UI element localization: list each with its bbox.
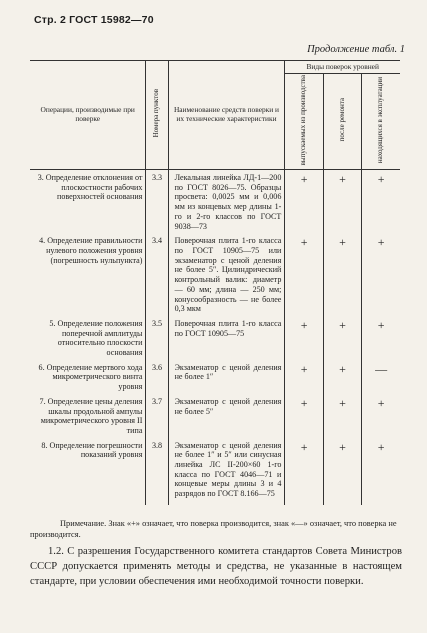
mark-released: + [285,170,323,234]
mark-in-use: + [362,394,400,438]
means-cell: Экзаменатор с ценой деления не более 1″ и 5″ или синусная линейка ЛС II-200×60 1-го класса по ГОСТ 4046—71 и концевые меры длины 3 и 4 разрядов по ГОСТ 8.166—75 [168,438,285,505]
operation-cell: 8. Определение погрешности показаний уровня [30,438,146,505]
header-released [285,74,323,170]
header-operations: Операции, производимые при поверке [30,61,146,170]
header-after-repair-text: после ремонта [337,98,346,142]
means-cell: Экзаменатор с ценой деления не более 5″ [168,394,285,438]
mark-in-use: + [362,170,400,234]
mark-released: + [285,438,323,505]
verification-table [30,60,400,505]
table-note: Примечание. Знак «+» означает, что поверка производится, знак «—» означает, что поверка не производится. [30,519,397,540]
mark-released: + [285,316,323,360]
mark-after-repair: + [323,233,361,316]
mark-after-repair: + [323,170,361,234]
header-item-number-text: Номера пунктов [152,89,161,138]
mark-after-repair: + [323,394,361,438]
item-number-cell: 3.5 [146,316,168,360]
mark-after-repair: + [323,316,361,360]
table-row [30,394,400,438]
header-item-number [146,61,168,170]
mark-in-use: + [362,316,400,360]
operation-cell: 3. Определение отклонения от плоскостности рабочих поверхностей основания [30,170,146,234]
operation-cell: 4. Определение правильности нулевого положения уровня (погрешность нульпункта) [30,233,146,316]
means-cell: Поверочная плита 1-го класса по ГОСТ 10905—75 [168,316,285,360]
means-cell: Поверочная плита 1-го класса по ГОСТ 10905—75 или экзаменатор с ценой деления не более 5″. Цилиндрический контрольный валик: диаметр — 60 мм; длина — 250 мм; конусообразность — не более 0,3 мкм [168,233,285,316]
means-cell: Экзаменатор с ценой деления не более 1″ [168,360,285,394]
table-continuation-label: Продолжение табл. 1 [307,44,405,55]
item-number-cell: 3.4 [146,233,168,316]
mark-in-use: + [362,438,400,505]
table-row [30,438,400,505]
table-row [30,233,400,316]
mark-released: + [285,394,323,438]
header-released-text: выпускаемых из производства [299,75,308,166]
mark-released: + [285,360,323,394]
table-row [30,316,400,360]
item-number-cell: 3.7 [146,394,168,438]
operation-cell: 6. Определение мертвого хода микрометрического винта уровня [30,360,146,394]
mark-after-repair: + [323,438,361,505]
header-verification-types: Виды поверок уровней [285,61,400,74]
mark-after-repair: + [323,360,361,394]
mark-in-use: + [362,233,400,316]
paragraph-1-2: 1.2. С разрешения Государственного комитета стандартов Совета Министров СССР допускается применять методы и средства, не указанные в настоящем стандарте, при условии обеспечения ими необходимой точности поверки. [30,546,402,587]
header-in-use [362,74,400,170]
operation-cell: 7. Определение цены деления шкалы продольной ампулы микрометрического уровня II типа [30,394,146,438]
header-means: Наименование средств поверки и их технические характеристики [168,61,285,170]
table-row [30,360,400,394]
item-number-cell: 3.8 [146,438,168,505]
page-header: Стр. 2 ГОСТ 15982—70 [34,14,154,26]
operation-cell: 5. Определение положения поперечной амплитуды относительно плоскости основания [30,316,146,360]
table-row [30,170,400,234]
item-number-cell: 3.6 [146,360,168,394]
header-in-use-text: находящихся в эксплуатации [376,77,385,164]
header-after-repair [323,74,361,170]
item-number-cell: 3.3 [146,170,168,234]
mark-in-use: — [362,360,400,394]
means-cell: Лекальная линейка ЛД-1—200 по ГОСТ 8026—75. Образцы просвета: 0,0025 мм и 0,006 мм из концевых мер длины 1-го и 2-го классов по ГОСТ 9038—73 [168,170,285,234]
mark-released: + [285,233,323,316]
